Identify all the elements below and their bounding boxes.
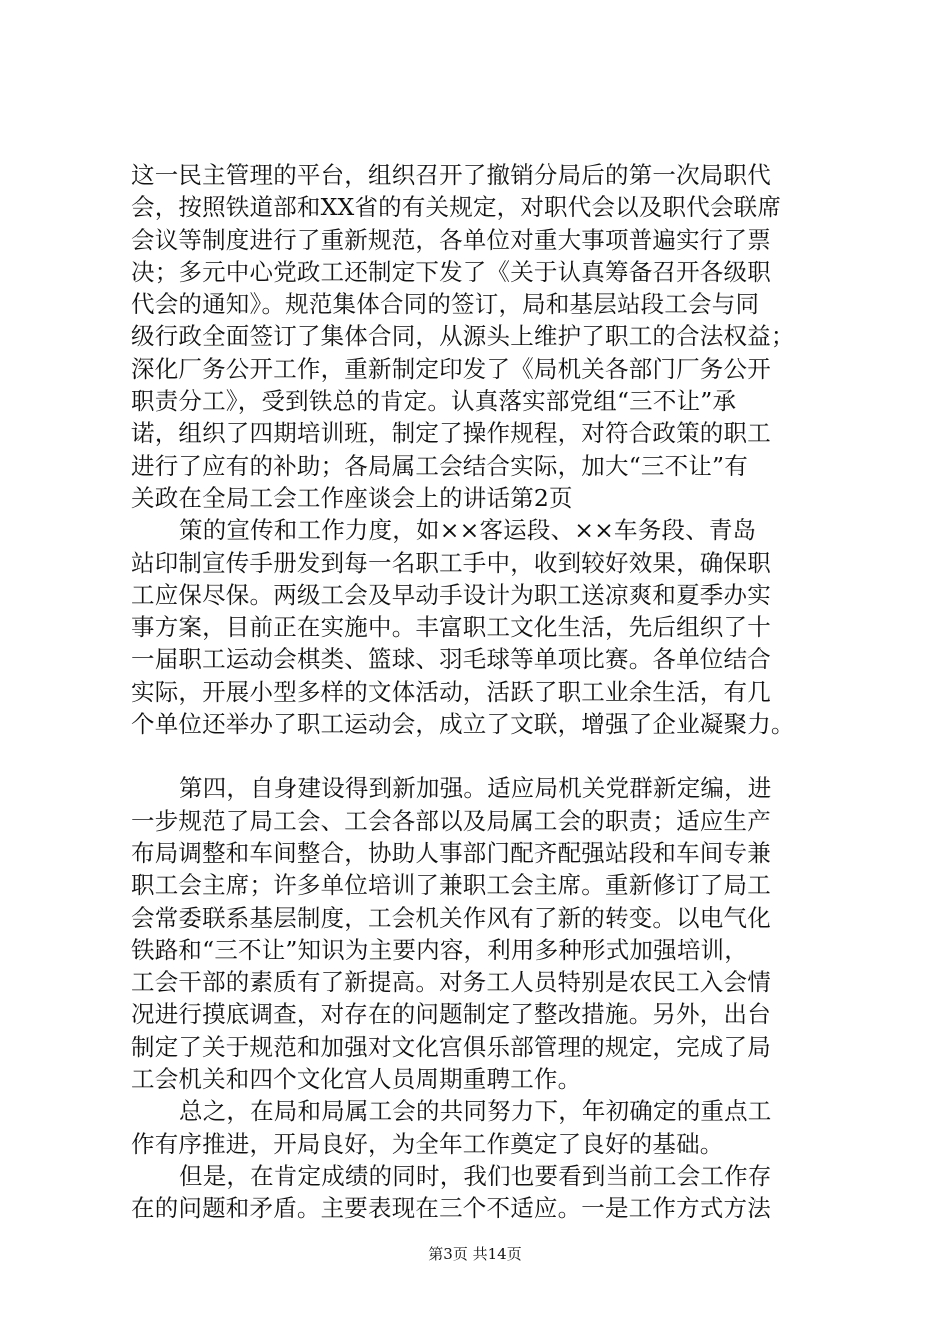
text-line: 职责分工》，受到铁总的肯定。认真落实部党组“三不让”承 <box>131 387 737 416</box>
page-footer <box>0 1244 950 1264</box>
paragraph-policy-publicity <box>131 514 831 740</box>
text-line: 站印制宣传手册发到每一名职工手中，收到较好效果，确保职 <box>131 548 771 577</box>
text-line: 一届职工运动会棋类、篮球、羽毛球等单项比赛。各单位结合 <box>131 645 771 674</box>
text-line: 级行政全面签订了集体合同，从源头上维护了职工的合法权益； <box>131 322 795 351</box>
text-line: 况进行摸底调查，对存在的问题制定了整改措施。另外，出台 <box>131 1000 771 1029</box>
text-line: 会常委联系基层制度，工会机关作风有了新的转变。以电气化 <box>131 903 771 932</box>
paragraph-problems <box>131 1160 831 1225</box>
document-body <box>131 159 831 1225</box>
text-line: 进行了应有的补助；各局属工会结合实际，加大“三不让”有 <box>131 451 748 480</box>
text-line: 诺，组织了四期培训班，制定了操作规程，对符合政策的职工 <box>131 419 771 448</box>
paragraph-democratic-management <box>131 159 831 514</box>
page-number-label: 第3页 共14页 <box>428 1245 522 1263</box>
text-line: 在的问题和矛盾。主要表现在三个不适应。一是工作方式方法 <box>131 1194 771 1223</box>
text-line: 策的宣传和工作力度，如××客运段、××车务段、青岛 <box>179 516 757 545</box>
text-line: 会，按照铁道部和XX省的有关规定，对职代会以及职代会联席 <box>131 193 782 222</box>
paragraph-self-construction <box>131 772 831 1095</box>
paragraph-summary <box>131 1095 831 1160</box>
text-line: 总之，在局和局属工会的共同努力下，年初确定的重点工 <box>179 1097 772 1126</box>
text-line: 会议等制度进行了重新规范，各单位对重大事项普遍实行了票 <box>131 225 771 254</box>
text-line: 一步规范了局工会、工会各部以及局属工会的职责；适应生产 <box>131 806 771 835</box>
text-line: 工会干部的素质有了新提高。对务工人员特别是农民工入会情 <box>131 968 771 997</box>
text-line: 实际，开展小型多样的文体活动，活跃了职工业余生活，有几 <box>131 677 771 706</box>
paragraph-spacer <box>131 740 831 772</box>
text-line: 这一民主管理的平台，组织召开了撤销分局后的第一次局职代 <box>131 161 771 189</box>
text-line: 决；多元中心党政工还制定下发了《关于认真筹备召开各级职 <box>131 257 771 286</box>
text-line: 第四，自身建设得到新加强。适应局机关党群新定编，进 <box>179 774 772 803</box>
text-line: 深化厂务公开工作，重新制定印发了《局机关各部门厂务公开 <box>131 354 771 383</box>
text-line: 作有序推进，开局良好，为全年工作奠定了良好的基础。 <box>131 1129 724 1158</box>
text-line: 个单位还举办了职工运动会，成立了文联，增强了企业凝聚力。 <box>131 710 795 739</box>
text-line: 工会机关和四个文化宫人员周期重聘工作。 <box>131 1065 582 1094</box>
text-line: 事方案，目前正在实施中。丰富职工文化生活，先后组织了十 <box>131 613 771 642</box>
text-line: 布局调整和车间整合，协助人事部门配齐配强站段和车间专兼 <box>131 838 771 867</box>
text-line: 铁路和“三不让”知识为主要内容，利用多种形式加强培训， <box>131 935 748 964</box>
text-line: 但是，在肯定成绩的同时，我们也要看到当前工会工作存 <box>179 1161 772 1190</box>
text-line: 关政在全局工会工作座谈会上的讲话第2页 <box>131 483 573 512</box>
text-line: 代会的通知》。规范集体合同的签订，局和基层站段工会与同 <box>131 290 760 319</box>
text-line: 工应保尽保。两级工会及早动手设计为职工送凉爽和夏季办实 <box>131 580 771 609</box>
text-line: 职工会主席；许多单位培训了兼职工会主席。重新修订了局工 <box>131 871 771 900</box>
text-line: 制定了关于规范和加强对文化宫俱乐部管理的规定，完成了局 <box>131 1032 771 1061</box>
